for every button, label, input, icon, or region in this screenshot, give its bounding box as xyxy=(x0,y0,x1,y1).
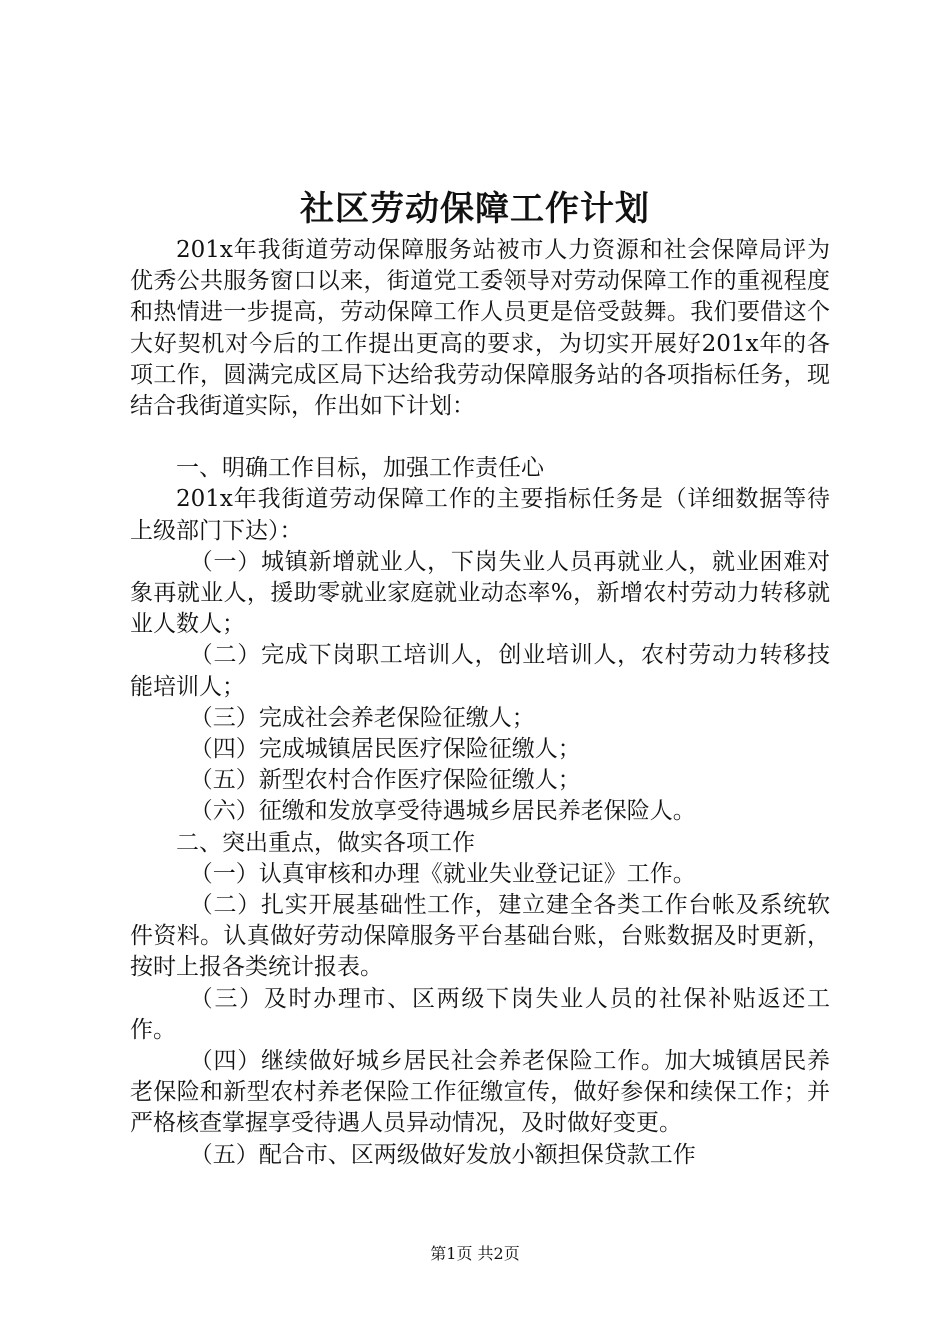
page-footer: 第1页 共2页 xyxy=(430,1244,520,1263)
section-1-heading: 一、明确工作目标，加强工作责任心 xyxy=(176,455,544,482)
section-1-item-6: （六）征缴和发放享受待遇城乡居民养老保险人。 xyxy=(189,798,696,825)
section-2-heading: 二、突出重点，做实各项工作 xyxy=(176,829,475,856)
section-1-item-4: （四）完成城镇居民医疗保险征缴人； xyxy=(189,736,581,763)
paragraph-gap xyxy=(130,422,830,453)
section-1-item-5: （五）新型农村合作医疗保险征缴人； xyxy=(189,767,581,794)
document-title: 社区劳动保障工作计划 xyxy=(300,189,650,229)
section-2-item-1: （一）认真审核和办理《就业失业登记证》工作。 xyxy=(189,860,696,887)
section-2-item-5: （五）配合市、区两级做好发放小额担保贷款工作 xyxy=(189,1141,696,1168)
section-1-item-3: （三）完成社会养老保险征缴人； xyxy=(189,704,535,731)
document-body xyxy=(130,235,830,1171)
section-1-item-2: （二）完成下岗职工培训人，创业培训人，农村劳动力转移技能培训人； xyxy=(130,642,830,700)
section-2-item-3: （三）及时办理市、区两级下岗失业人员的社保补贴返还工作。 xyxy=(130,985,830,1043)
section-2-item-4: （四）继续做好城乡居民社会养老保险工作。加大城镇居民养老保险和新型农村养老保险工作征缴宣传，做好参保和续保工作；并严格核查掌握享受待遇人员异动情况，及时做好变更。 xyxy=(130,1048,830,1137)
section-2-item-2: （二）扎实开展基础性工作，建立建全各类工作台帐及系统软件资料。认真做好劳动保障服务平台基础台账，台账数据及时更新，按时上报各类统计报表。 xyxy=(130,892,830,981)
section-1-lead: 201x年我街道劳动保障工作的主要指标任务是（详细数据等待上级部门下达）： xyxy=(130,486,830,544)
intro-paragraph: 201x年我街道劳动保障服务站被市人力资源和社会保障局评为优秀公共服务窗口以来，街道党工委领导对劳动保障工作的重视程度和热情进一步提高，劳动保障工作人员更是倍受鼓舞。我们要借这个大好契机对今后的工作提出更高的要求，为切实开展好201x年的各项工作，圆满完成区局下达给我劳动保障服务站的各项指标任务，现结合我街道实际，作出如下计划： xyxy=(130,237,830,420)
section-1-item-1: （一）城镇新增就业人，下岗失业人员再就业人，就业困难对象再就业人，援助零就业家庭就业动态率%，新增农村劳动力转移就业人数人； xyxy=(130,548,830,638)
